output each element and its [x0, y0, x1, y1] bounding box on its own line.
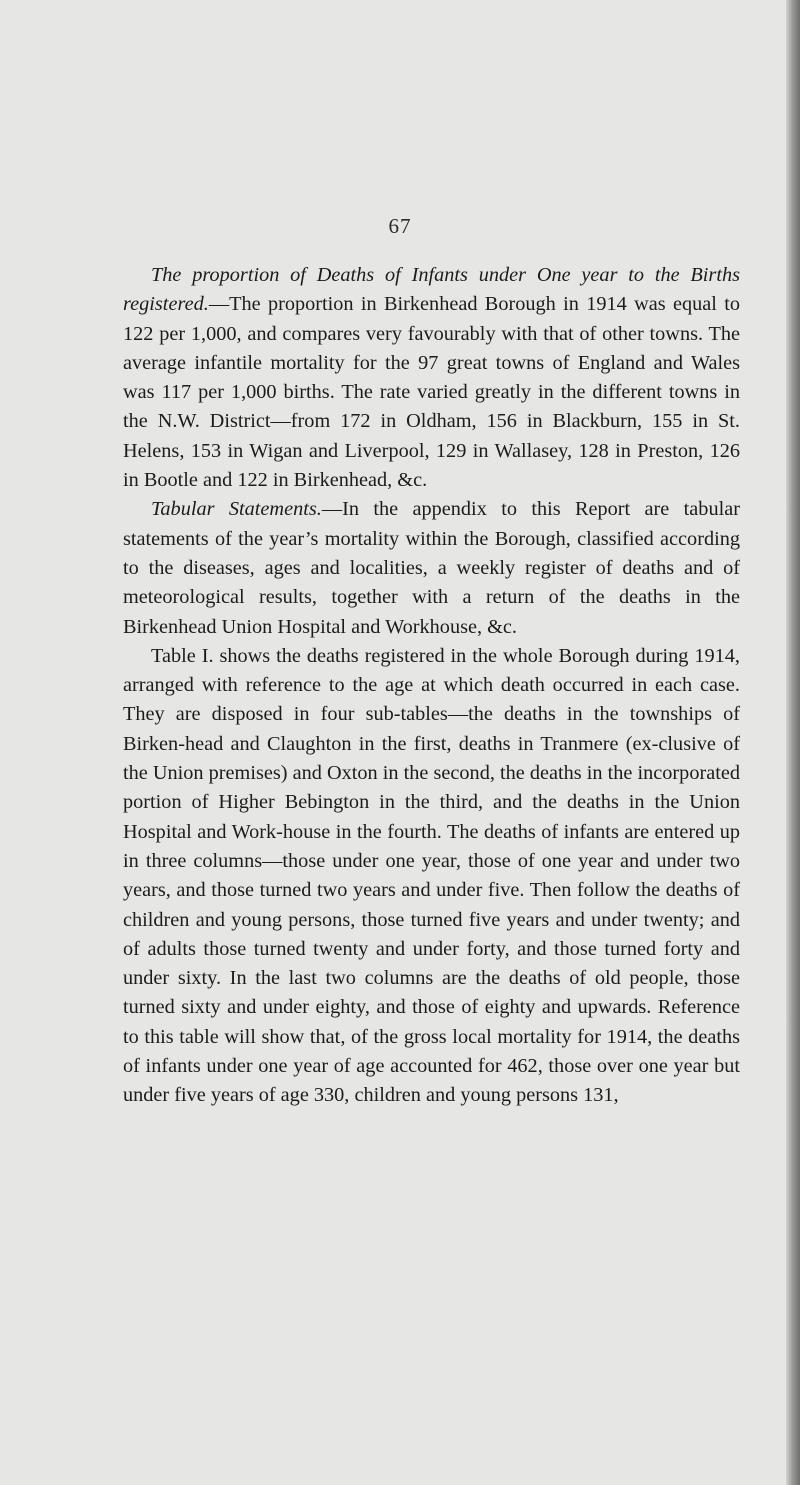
- paragraph-text-infant-mortality: —The proportion in Birkenhead Borough in 1914 was equal to 122 per 1,000, and compares very favourably with that of other towns. The average infantile mortality for the 97 great towns of England and Wales was 117 per 1,000 births. The rate varied greatly in the different towns in the N.W. District—from 172 in Oldham, 156 in Blackburn, 155 in St. Helens, 153 in Wigan and Liverpool, 129 in Wallasey, 128 in Preston, 126 in Bootle and 122 in Birkenhead, &c.: [123, 293, 740, 492]
- page-number: 67: [388, 214, 412, 238]
- paragraph-infant-mortality: [123, 261, 740, 495]
- paragraph-text-table-one: Table I. shows the deaths registered in the whole Borough during 1914, arranged with reference to the age at which death occurred in each case. They are disposed in four sub-tables—the deaths in the townships of Birken-head and Claughton in the first, deaths in Tranmere (ex-clusive of the Union premises) and Oxton in the second, the deaths in the incorporated portion of Higher Bebington in the third, and the deaths in the Union Hospital and Work-house in the fourth. The deaths of infants are entered up in three columns—those under one year, those of one year and under two years, and those turned two years and under five. Then follow the deaths of children and young persons, those turned five years and under twenty; and of adults those turned twenty and under forty, and those turned forty and under sixty. In the last two columns are the deaths of old people, those turned sixty and under eighty, and those of eighty and upwards. Reference to this table will show that, of the gross local mortality for 1914, the deaths of infants under one year of age accounted for 462, those over one year but under five years of age 330, children and young persons 131,: [123, 644, 740, 1107]
- paragraph-heading-infant-mortality: The proportion of Deaths of Infants under One year to the Births registered.: [123, 264, 740, 316]
- paragraph-text-tabular-statements: —In the appendix to this Report are tabular statements of the year’s mortality within the Borough, classified according to the diseases, ages and localities, a weekly register of deaths and of meteorological results, together with a return of the deaths in the Birkenhead Union Hospital and Workhouse, &c.: [123, 498, 740, 638]
- paragraph-table-one: [123, 642, 740, 1111]
- document-body: [123, 261, 740, 1111]
- paragraph-heading-tabular-statements: Tabular Statements.: [151, 498, 322, 521]
- paragraph-tabular-statements: [123, 495, 740, 641]
